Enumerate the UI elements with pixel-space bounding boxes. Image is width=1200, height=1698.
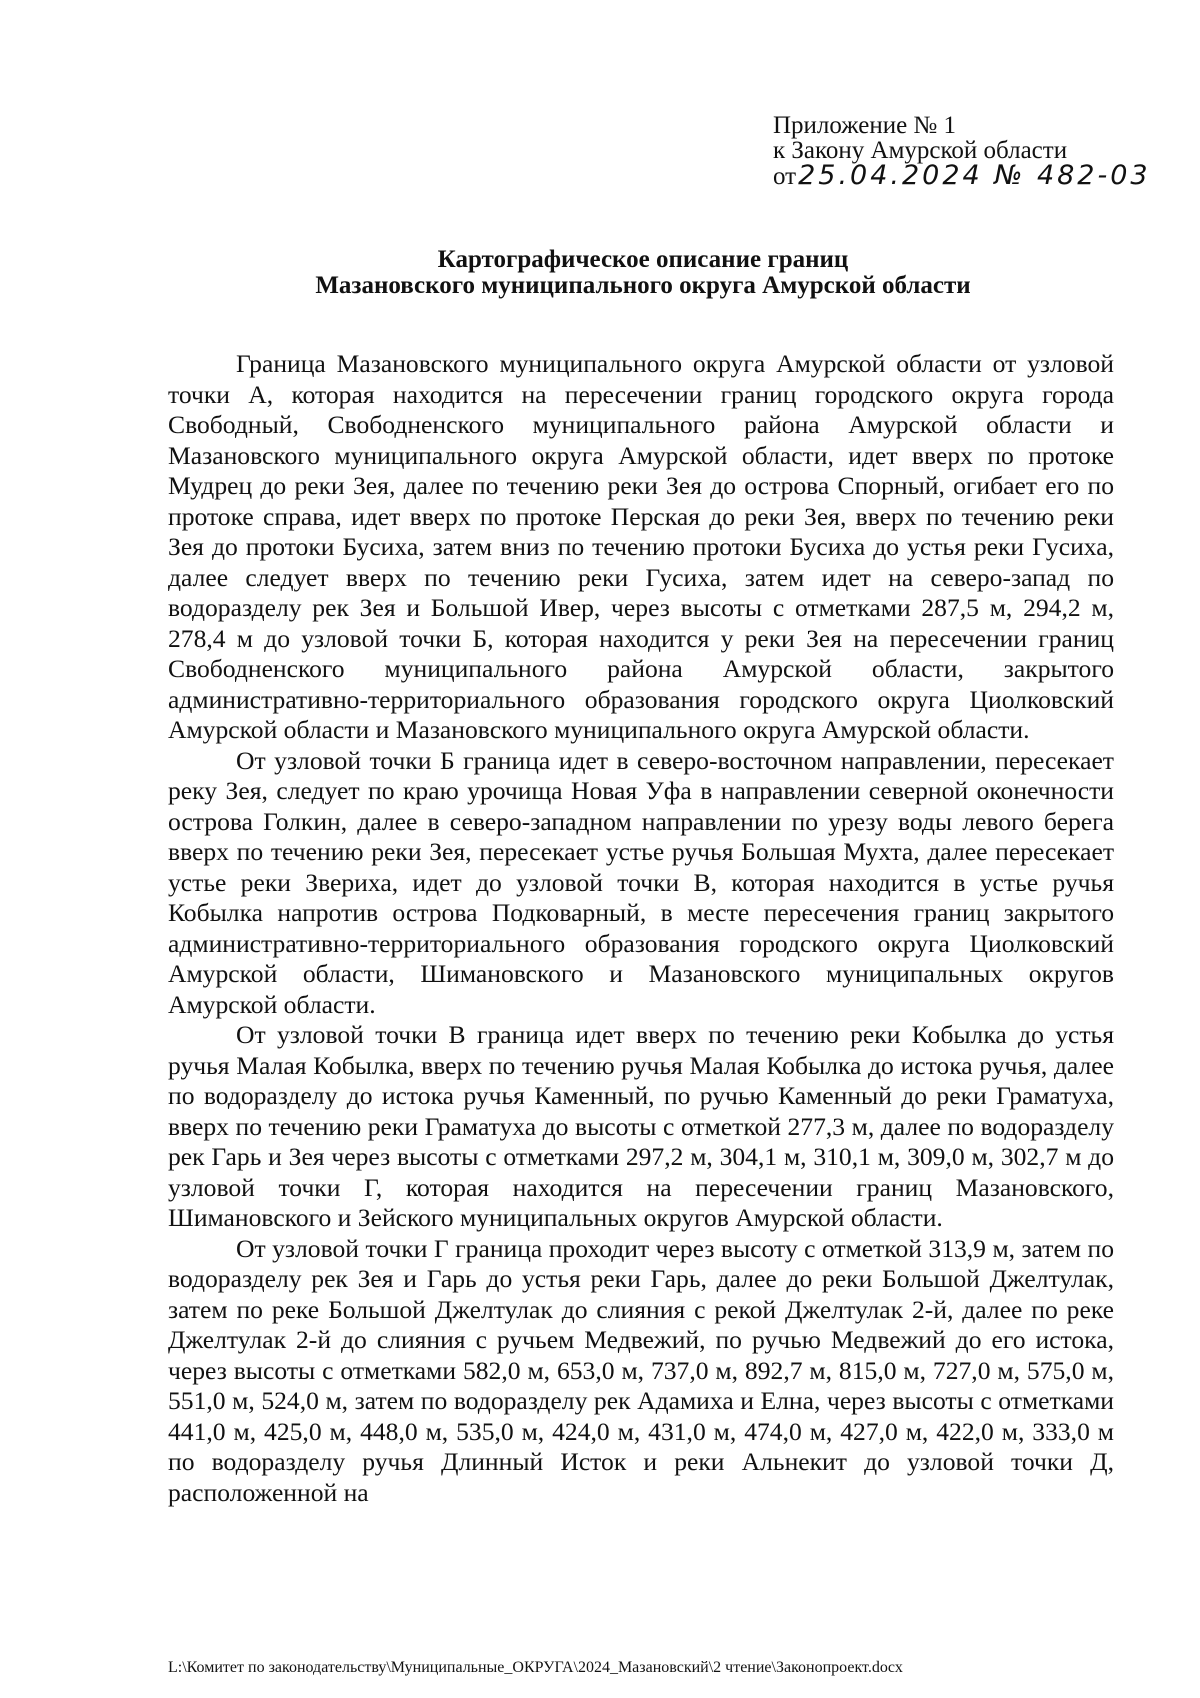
appendix-date-prefix: от (773, 163, 797, 190)
appendix-header (773, 113, 1151, 189)
appendix-date-line (773, 160, 1151, 191)
paragraph-point-b: От узловой точки Б граница идет в северо-восточном направлении, пересекает реку Зея, следует по краю урочища Новая Уфа в направлении северной оконечности острова Голкин, далее в северо-западном направлении по урезу воды левого берега вверх по течению реки Зея, пересекает устье ручья Большая Мухта, далее пересекает устье реки Звериха, идет до узловой точки В, которая находится в устье ручья Кобылка напротив острова Подковарный, в месте пересечения границ закрытого административно-территориального образования городского округа Циолковский Амурской области, Шимановского и Мазановского муниципальных округов Амурской области. (168, 745, 1114, 1019)
paragraph-point-a: Граница Мазановского муниципального округа Амурской области от узловой точки А, которая находится на пересечении границ городского округа города Свободный, Свободненского муниципального района Амурской области и Мазановского муниципального округа Амурской области, идет вверх по протоке Мудрец до реки Зея, далее по течению реки Зея до острова Спорный, огибает его по протоке справа, идет вверх по протоке Перская до реки Зея, вверх по течению реки Зея до протоки Бусиха, затем вниз по течению протоки Бусиха до устья реки Гусиха, далее следует вверх по течению реки Гусиха, затем идет на северо-запад по водоразделу рек Зея и Большой Ивер, через высоты с отметками 287,5 м, 294,2 м, 278,4 м до узловой точки Б, которая находится у реки Зея на пересечении границ Свободненского муниципального района Амурской области, закрытого административно-территориального образования городского округа Циолковский Амурской области и Мазановского муниципального округа Амурской области. (168, 349, 1114, 744)
file-path-footer: L:\Комитет по законодательству\Муниципальные_ОКРУГА\2024_Мазановский\2 чтение\Законопроект.docx (168, 1659, 903, 1676)
title-line-1: Картографическое описание границ (437, 246, 849, 273)
paragraph-point-v: От узловой точки В граница идет вверх по течению реки Кобылка до устья ручья Малая Кобылка, вверх по течению ручья Малая Кобылка до истока ручья, далее по водоразделу до истока ручья Каменный, по ручью Каменный до реки Граматуха, вверх по течению реки Граматуха до высоты с отметкой 277,3 м, далее по водоразделу рек Гарь и Зея через высоты с отметками 297,2 м, 304,1 м, 310,1 м, 309,0 м, 302,7 м до узловой точки Г, которая находится на пересечении границ Мазановского, Шимановского и Зейского муниципальных округов Амурской области. (168, 1020, 1114, 1232)
appendix-number: Приложение № 1 (773, 112, 957, 139)
document-title (160, 247, 1126, 299)
handwritten-date-number: 25.04.2024 № 482-03 (798, 160, 1151, 191)
document-body (168, 349, 1114, 1508)
appendix-law-reference: к Закону Амурской области (773, 137, 1068, 164)
title-line-2: Мазановского муниципального округа Амурской области (315, 272, 971, 299)
paragraph-point-g: От узловой точки Г граница проходит через высоту с отметкой 313,9 м, затем по водоразделу рек Зея и Гарь до устья реки Гарь, далее до реки Большой Джелтулак, затем по реке Большой Джелтулак до слияния с рекой Джелтулак 2-й, далее по реке Джелтулак 2-й до слияния с ручьем Медвежий, по ручью Медвежий до его истока, через высоты с отметками 582,0 м, 653,0 м, 737,0 м, 892,7 м, 815,0 м, 727,0 м, 575,0 м, 551,0 м, 524,0 м, затем по водоразделу рек Адамиха и Елна, через высоты с отметками 441,0 м, 425,0 м, 448,0 м, 535,0 м, 424,0 м, 431,0 м, 474,0 м, 427,0 м, 422,0 м, 333,0 м по водоразделу ручья Длинный Исток и реки Альнекит до узловой точки Д, расположенной на (168, 1233, 1114, 1507)
